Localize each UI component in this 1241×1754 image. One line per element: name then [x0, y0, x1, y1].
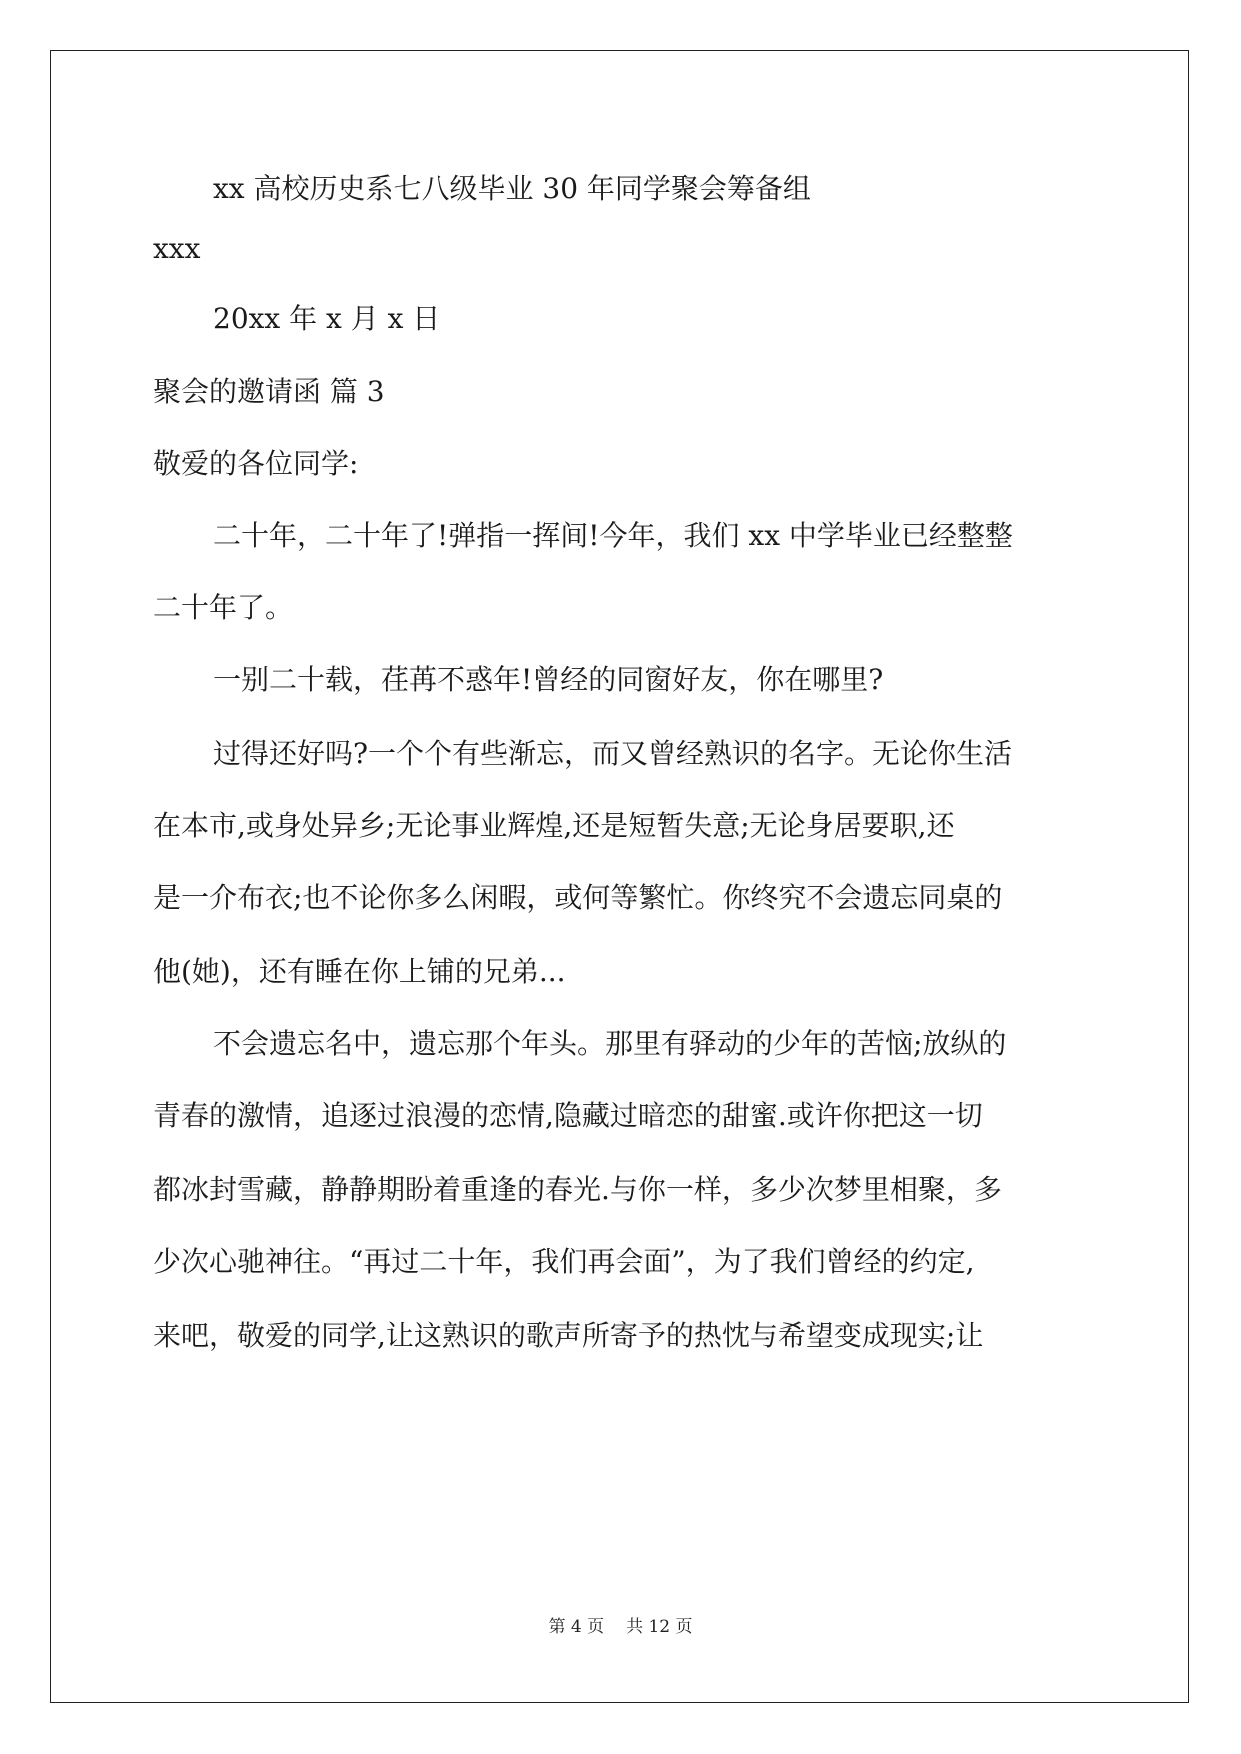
paragraph-line: 青春的激情，追逐过浪漫的恋情,隐藏过暗恋的甜蜜.或许你把这一切	[153, 1099, 983, 1132]
signature-line: xxx	[153, 232, 201, 265]
paragraph-line: 来吧，敬爱的同学,让这熟识的歌声所寄予的热忱与希望变成现实;让	[153, 1319, 984, 1352]
paragraph-line: 一别二十载，荏苒不惑年!曾经的同窗好友，你在哪里?	[213, 663, 884, 696]
paragraph-line: 二十年了。	[153, 591, 294, 624]
paragraph-line: 二十年，二十年了!弹指一挥间!今年，我们 xx 中学毕业已经整整	[213, 519, 1013, 552]
date-line: 20xx 年 x 月 x 日	[213, 302, 441, 335]
paragraph-line: 他(她)，还有睡在你上铺的兄弟...	[153, 955, 566, 988]
organizer-line: xx 高校历史系七八级毕业 30 年同学聚会筹备组	[213, 172, 811, 205]
page-footer	[0, 1612, 1241, 1637]
paragraph-line: 是一介布衣;也不论你多么闲暇，或何等繁忙。你终究不会遗忘同桌的	[153, 881, 1003, 914]
paragraph-line: 在本市,或身处异乡;无论事业辉煌,还是短暂失意;无论身居要职,还	[153, 809, 955, 842]
page-number: 第 4 页	[548, 1617, 605, 1637]
section-heading: 聚会的邀请函 篇 3	[153, 375, 385, 408]
salutation: 敬爱的各位同学:	[153, 447, 359, 480]
page-total: 共 12 页	[626, 1617, 693, 1637]
page-border	[50, 50, 1189, 1703]
paragraph-line: 过得还好吗?一个个有些渐忘，而又曾经熟识的名字。无论你生活	[213, 737, 1013, 770]
paragraph-line: 都冰封雪藏，静静期盼着重逢的春光.与你一样，多少次梦里相聚，多	[153, 1173, 1002, 1206]
paragraph-line: 少次心驰神往。“再过二十年，我们再会面”，为了我们曾经的约定,	[153, 1245, 975, 1278]
paragraph-line: 不会遗忘名中，遗忘那个年头。那里有驿动的少年的苦恼;放纵的	[213, 1027, 1007, 1060]
